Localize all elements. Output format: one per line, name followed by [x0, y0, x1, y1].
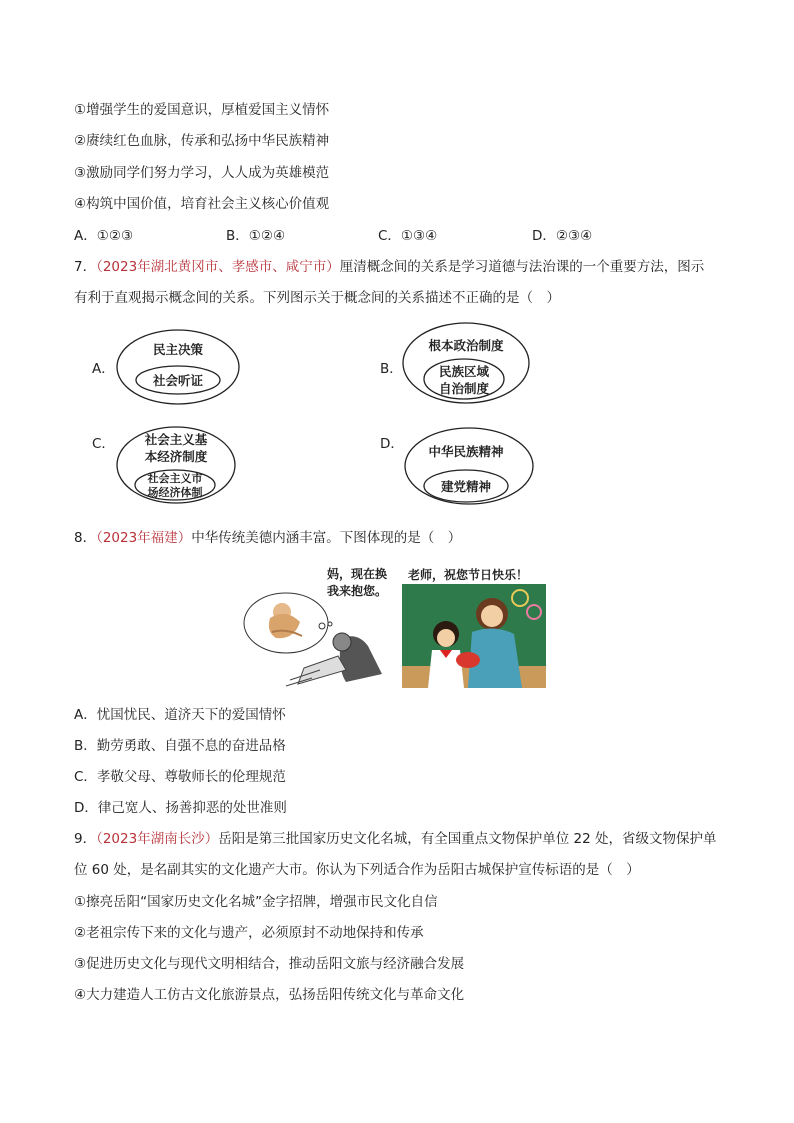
q7-diagram-c: [114, 424, 240, 506]
q7-d-outer-label: 中华民族精神: [428, 444, 504, 459]
q7-diagram-b-letter: B．: [380, 361, 403, 377]
q6-item-3: ③激励同学们努力学习，人人成为英雄模范: [74, 165, 330, 181]
q6-item-1: ①增强学生的爱国意识，厚植爱国主义情怀: [74, 102, 330, 118]
q7-c-inner-label-1: 社会主义市: [147, 472, 203, 485]
q7-c-outer-label-1: 社会主义基: [144, 432, 208, 447]
q6-option-d: D．②③④: [532, 228, 593, 244]
q7-diagram-b: [400, 320, 532, 406]
q9-item-4: ④大力建造人工仿古文化旅游景点，弘扬岳阳传统文化与革命文化: [74, 987, 465, 1003]
q7-c-outer-label-2: 本经济制度: [144, 449, 208, 464]
q8-number: 8．: [74, 530, 97, 546]
q7-c-inner-label-2: 场经济体制: [147, 486, 203, 499]
q8-option-d: D．律己宽人、扬善抑恶的处世准则: [74, 800, 287, 816]
q8-option-b: B．勤劳勇敢、自强不息的奋进品格: [74, 738, 286, 754]
q7-b-inner-label-1: 民族区域: [438, 364, 490, 379]
q8-option-a: A．忧国忧民、道济天下的爱国情怀: [74, 707, 286, 723]
q8-caption-left-line2: 我来抱您。: [326, 584, 387, 598]
q8-source: （2023年福建）: [96, 530, 192, 546]
q7-diagram-a-letter: A．: [92, 361, 115, 377]
q8-caption-right: 老师，祝您节日快乐！: [408, 568, 529, 582]
q7-b-inner-label-2: 自治制度: [438, 381, 490, 396]
q7-diagram-c-letter: C．: [92, 436, 115, 452]
q7-source: （2023年湖北黄冈市、孝感市、咸宁市）: [96, 259, 340, 275]
q7-d-inner-label: 建党精神: [440, 479, 492, 494]
q6-item-4: ④构筑中国价值，培育社会主义核心价值观: [74, 196, 330, 212]
q9-stem-line2: 位 60 处，是名副其实的文化遗产大市。你认为下列适合作为岳阳古城保护宣传标语的是（ ）: [74, 862, 640, 878]
q7-b-outer-label: 根本政治制度: [428, 338, 504, 353]
q6-option-a: A．①②③: [74, 228, 134, 244]
q9-stem-text: 岳阳是第三批国家历史文化名城，有全国重点文物保护单位 22 处，省级文物保护单: [218, 831, 717, 847]
q9-item-1: ①擦亮岳阳“国家历史文化名城”金字招牌，增强市民文化自信: [74, 894, 438, 910]
q8-stem: [74, 529, 461, 547]
q9-item-2: ②老祖宗传下来的文化与遗产，必须原封不动地保持和传承: [74, 925, 424, 941]
q7-a-outer-label: 民主决策: [152, 342, 204, 357]
q9-source: （2023年湖南长沙）: [96, 831, 219, 847]
q7-a-inner-label: 社会听证: [152, 373, 204, 388]
q9-item-3: ③促进历史文化与现代文明相结合，推动岳阳文旅与经济融合发展: [74, 956, 465, 972]
q9-stem-line1: [74, 830, 716, 848]
q8-illustration-right: [402, 562, 550, 690]
q6-item-2: ②赓续红色血脉，传承和弘扬中华民族精神: [74, 133, 330, 149]
q7-diagram-d-letter: D．: [380, 436, 404, 452]
q7-diagram-a: [114, 327, 242, 407]
q7-stem-line2: 有利于直观揭示概念间的关系。下列图示关于概念间的关系描述不正确的是（ ）: [74, 290, 560, 306]
son-carrying-mother-image: [242, 562, 402, 690]
q6-option-b: B．①②④: [226, 228, 286, 244]
q7-stem-line1: [74, 258, 704, 276]
student-teacher-image: [402, 584, 550, 688]
q7-diagram-d: [402, 424, 536, 508]
q6-option-c: C．①③④: [378, 228, 438, 244]
q7-stem-text: 厘清概念间的关系是学习道德与法治课的一个重要方法，图示: [339, 259, 705, 275]
q8-option-c: C．孝敬父母、尊敬师长的伦理规范: [74, 769, 286, 785]
q7-number: 7．: [74, 259, 97, 275]
q9-number: 9．: [74, 831, 97, 847]
q8-caption-left-line1: 妈，现在换: [326, 567, 387, 581]
q8-illustration-left: [242, 562, 402, 690]
q8-stem-text: 中华传统美德内涵丰富。下图体现的是（ ）: [191, 530, 462, 546]
